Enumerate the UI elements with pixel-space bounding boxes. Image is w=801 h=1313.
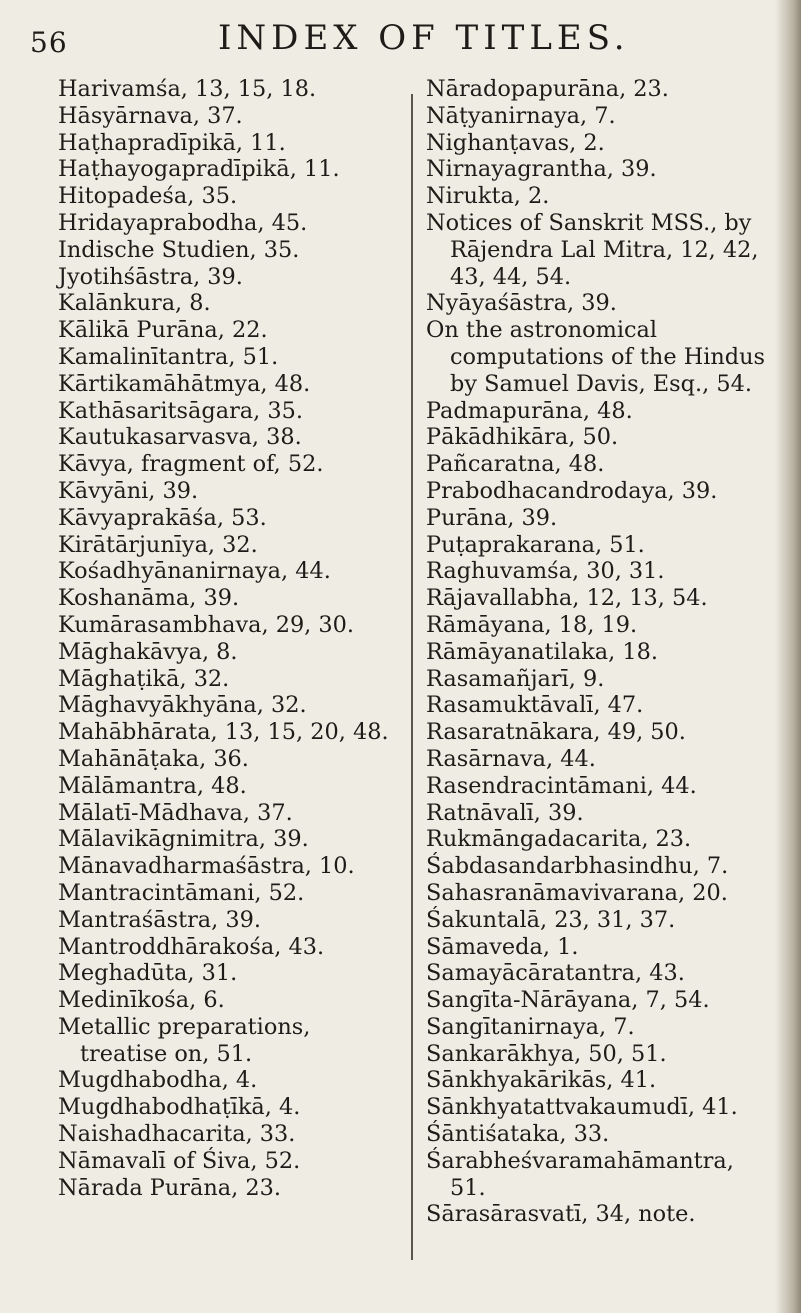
index-entry: Sahasranāmavivarana, 20.	[426, 879, 728, 906]
index-entry: Naishadhacarita, 33.	[58, 1121, 296, 1148]
index-entry: Śakuntalā, 23, 31, 37.	[426, 906, 676, 933]
index-entry: Nirnayagrantha, 39.	[426, 156, 657, 183]
index-entry: Puṭaprakarana, 51.	[426, 531, 645, 558]
index-entry: Rasendracintāmani, 44.	[426, 772, 697, 799]
index-entry: Nāṭyanirnaya, 7.	[426, 102, 616, 129]
index-entry: Mahānāṭaka, 36.	[58, 745, 249, 772]
index-entry: Rasamuktāvalī, 47.	[426, 692, 644, 719]
index-entry: Mālavikāgnimitra, 39.	[58, 826, 309, 853]
index-entry: Jyotihśāstra, 39.	[58, 263, 243, 290]
index-entry: Indische Studien, 35.	[58, 236, 300, 263]
index-entry: Metallic preparations, treatise on, 51.	[58, 1013, 311, 1067]
index-entry: Purāna, 39.	[426, 504, 558, 531]
index-entry: Nārada Purāna, 23.	[58, 1174, 281, 1201]
index-entry: Samayācāratantra, 43.	[426, 960, 685, 987]
index-entry: Sangītanirnaya, 7.	[426, 1013, 635, 1040]
index-entry: Kathāsaritsāgara, 35.	[58, 397, 303, 424]
index-entry: Śarabheśvaramahāmantra, 51.	[426, 1147, 734, 1201]
index-entry: Kārtikamāhātmya, 48.	[58, 370, 311, 397]
index-entry: Haṭhayogapradīpikā, 11.	[58, 156, 340, 183]
index-entry: Sāmaveda, 1.	[426, 933, 579, 960]
index-entry: Sankarākhya, 50, 51.	[426, 1040, 667, 1067]
index-entry: Padmapurāna, 48.	[426, 397, 633, 424]
page-edge-shadow	[775, 0, 801, 1313]
index-entry: Kautukasarvasva, 38.	[58, 424, 302, 451]
index-entry: Nyāyaśāstra, 39.	[426, 290, 617, 317]
index-entry: Rukmāngadacarita, 23.	[426, 826, 692, 853]
index-entry: Harivamśa, 13, 15, 18.	[58, 76, 317, 102]
index-entry: Kumārasambhava, 29, 30.	[58, 611, 355, 638]
index-entry: Kirātārjunīya, 32.	[58, 531, 258, 558]
index-entry: Śāntiśataka, 33.	[426, 1121, 610, 1148]
index-entry: Haṭhapradīpikā, 11.	[58, 129, 286, 156]
index-entry: Raghuvamśa, 30, 31.	[426, 558, 665, 585]
index-entry: Sānkhyatattvakaumudī, 41.	[426, 1094, 738, 1121]
index-entry: Sārasārasvatī, 34, note.	[426, 1201, 696, 1228]
index-entry: Mahābhārata, 13, 15, 20, 48.	[58, 719, 389, 746]
index-entry: Nighanṭavas, 2.	[426, 129, 605, 156]
index-entry: Rāmāyanatilaka, 18.	[426, 638, 658, 665]
index-entry: Medinīkośa, 6.	[58, 987, 225, 1014]
index-entry: Pañcaratna, 48.	[426, 451, 605, 478]
index-entry: Sangīta-Nārāyana, 7, 54.	[426, 987, 710, 1014]
index-entry: Kośadhyānanirnaya, 44.	[58, 558, 331, 585]
index-entry: Meghadūta, 31.	[58, 960, 238, 987]
index-entry: Mugdhabodhaṭīkā, 4.	[58, 1094, 301, 1121]
index-entry: Nāmavalī of Śiva, 52.	[58, 1147, 301, 1174]
page-number: 56	[30, 26, 68, 59]
index-entry: Kamalinītantra, 51.	[58, 343, 279, 370]
left-index-column	[58, 76, 396, 1201]
index-entry: Nāradopapurāna, 23.	[426, 76, 669, 102]
index-entry: Koshanāma, 39.	[58, 585, 240, 612]
index-entry: Rasamañjarī, 9.	[426, 665, 605, 692]
index-entry: Rāmāyana, 18, 19.	[426, 611, 638, 638]
index-entry: Rasārnava, 44.	[426, 745, 596, 772]
right-index-column	[426, 76, 772, 1228]
index-entry: Śabdasandarbhasindhu, 7.	[426, 853, 729, 880]
index-entry: Kāvyāni, 39.	[58, 477, 199, 504]
index-entry: Kāvya, fragment of, 52.	[58, 451, 324, 478]
index-entry: Māghakāvya, 8.	[58, 638, 238, 665]
index-entry: Mugdhabodha, 4.	[58, 1067, 258, 1094]
index-entry: Nirukta, 2.	[426, 183, 550, 210]
index-entry: Pākādhikāra, 50.	[426, 424, 619, 451]
index-entry: Mantracintāmani, 52.	[58, 879, 305, 906]
index-entry: Mālāmantra, 48.	[58, 772, 247, 799]
index-entry: Kalānkura, 8.	[58, 290, 211, 317]
index-entry: Notices of Sanskrit MSS., by Rājendra Lal Mitra, 12, 42, 43, 44, 54.	[426, 209, 759, 290]
index-entry: Māghavyākhyāna, 32.	[58, 692, 307, 719]
index-entry: Rasaratnākara, 49, 50.	[426, 719, 686, 746]
index-entry: Mantraśāstra, 39.	[58, 906, 261, 933]
index-entry: Sānkhyakārikās, 41.	[426, 1067, 657, 1094]
index-entry: Hridayaprabodha, 45.	[58, 209, 308, 236]
index-entry: Ratnāvalī, 39.	[426, 799, 584, 826]
index-entry: Rājavallabha, 12, 13, 54.	[426, 585, 708, 612]
column-divider	[411, 94, 413, 1260]
index-entry: On the astronomical computations of the Hindus by Samuel Davis, Esq., 54.	[426, 317, 766, 397]
index-entry: Mālatī-Mādhava, 37.	[58, 799, 293, 826]
index-entry: Hāsyārnava, 37.	[58, 102, 243, 129]
index-entry: Kālikā Purāna, 22.	[58, 317, 268, 344]
index-entry: Māghaṭikā, 32.	[58, 665, 230, 692]
running-title: INDEX OF TITLES.	[218, 18, 630, 58]
index-entry: Mānavadharmaśāstra, 10.	[58, 853, 355, 880]
index-entry: Prabodhacandrodaya, 39.	[426, 477, 718, 504]
index-entry: Mantroddhārakośa, 43.	[58, 933, 325, 960]
index-entry: Hitopadeśa, 35.	[58, 183, 238, 210]
page-header	[0, 18, 801, 58]
index-entry: Kāvyaprakāśa, 53.	[58, 504, 267, 531]
